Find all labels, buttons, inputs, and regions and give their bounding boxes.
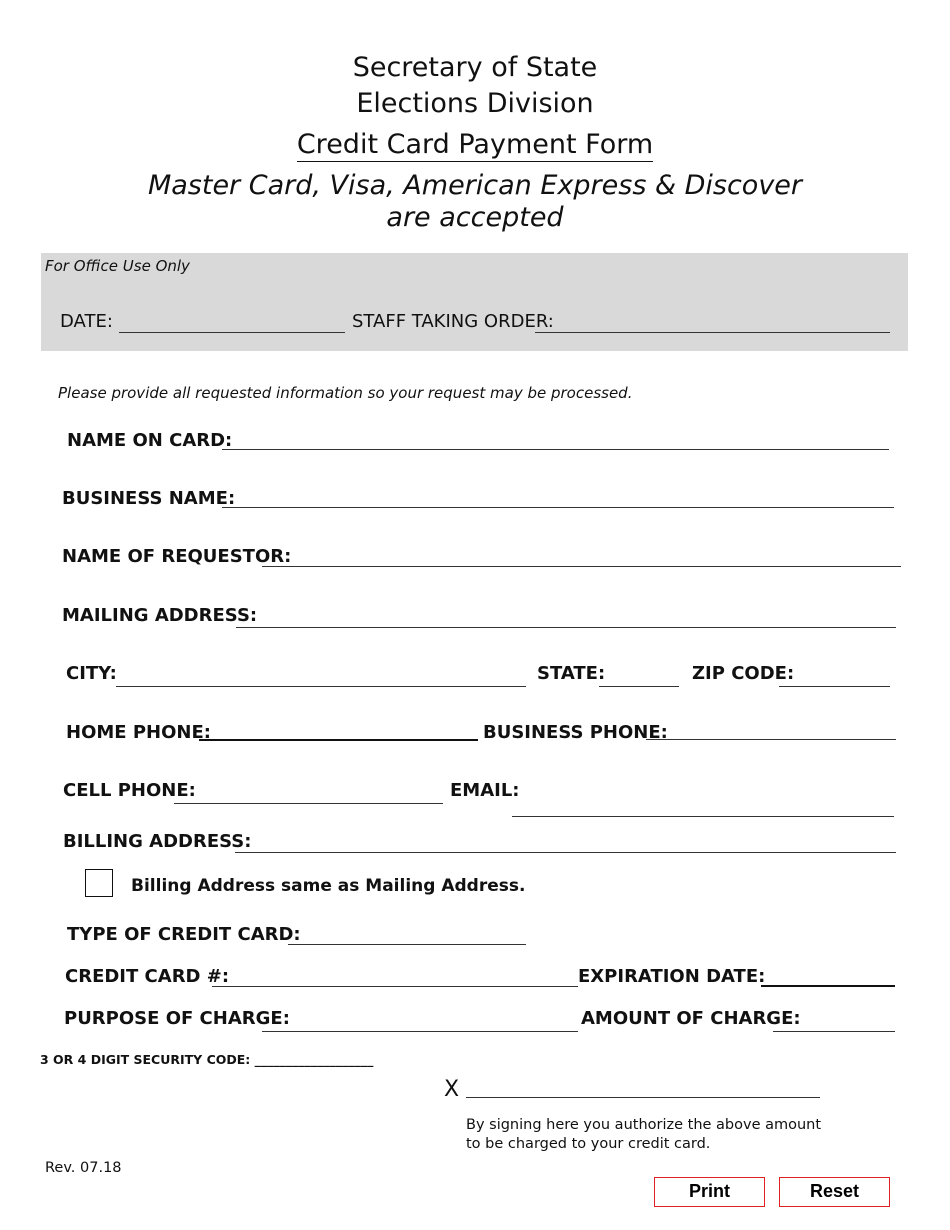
print-button[interactable]: Print <box>654 1177 765 1207</box>
name-on-card-label: NAME ON CARD: <box>67 430 233 451</box>
expiration-field[interactable] <box>761 985 895 987</box>
email-label: EMAIL: <box>450 780 520 801</box>
signature-mark: X <box>444 1077 460 1102</box>
purpose-label: PURPOSE OF CHARGE: <box>64 1008 290 1029</box>
card-number-label: CREDIT CARD #: <box>65 966 230 987</box>
expiration-label: EXPIRATION DATE: <box>578 966 766 987</box>
business-phone-label: BUSINESS PHONE: <box>483 722 668 743</box>
home-phone-label: HOME PHONE: <box>66 722 211 743</box>
zip-label: ZIP CODE: <box>692 663 795 684</box>
mailing-address-label: MAILING ADDRESS: <box>62 605 258 626</box>
purpose-field[interactable] <box>262 1031 578 1032</box>
business-phone-field[interactable] <box>646 739 896 740</box>
billing-same-checkbox[interactable] <box>85 869 113 897</box>
cell-phone-label: CELL PHONE: <box>63 780 196 801</box>
amount-label: AMOUNT OF CHARGE: <box>581 1008 801 1029</box>
office-use-note: For Office Use Only <box>45 257 190 275</box>
office-use-panel <box>41 253 908 351</box>
state-label: STATE: <box>537 663 606 684</box>
business-name-field[interactable] <box>222 507 894 508</box>
reset-button[interactable]: Reset <box>779 1177 890 1207</box>
billing-same-label: Billing Address same as Mailing Address. <box>131 876 526 896</box>
requestor-label: NAME OF REQUESTOR: <box>62 546 292 567</box>
revision-label: Rev. 07.18 <box>45 1160 122 1176</box>
billing-address-label: BILLING ADDRESS: <box>63 831 252 852</box>
amount-field[interactable] <box>773 1031 895 1032</box>
header-subtitle: Elections Division <box>356 88 594 119</box>
requestor-field[interactable] <box>262 566 901 567</box>
signature-field[interactable] <box>466 1097 820 1098</box>
email-field[interactable] <box>512 816 894 817</box>
state-field[interactable] <box>599 686 679 687</box>
office-staff-label: STAFF TAKING ORDER: <box>352 311 554 332</box>
form-title <box>0 129 950 160</box>
security-code-label: 3 OR 4 DIGIT SECURITY CODE: ___________________ <box>40 1052 374 1067</box>
cell-phone-field[interactable] <box>174 803 443 804</box>
card-number-field[interactable] <box>212 986 578 987</box>
office-date-field[interactable] <box>119 332 345 333</box>
mailing-address-field[interactable] <box>236 627 896 628</box>
instructions-text: Please provide all requested information so your request may be processed. <box>58 384 633 402</box>
billing-address-field[interactable] <box>235 852 896 853</box>
office-date-label: DATE: <box>60 311 113 332</box>
home-phone-field[interactable] <box>199 739 478 741</box>
signature-note: By signing here you authorize the above amount to be charged to your credit card. <box>466 1117 822 1152</box>
accepted-cards-note: Master Card, Visa, American Express & Discover are accepted <box>147 170 803 233</box>
header-title: Secretary of State <box>352 52 598 83</box>
zip-field[interactable] <box>779 686 890 687</box>
office-staff-field[interactable] <box>535 332 890 333</box>
business-name-label: BUSINESS NAME: <box>62 488 236 509</box>
name-on-card-field[interactable] <box>222 449 889 450</box>
card-type-label: TYPE OF CREDIT CARD: <box>67 924 301 945</box>
security-code-field[interactable] <box>234 1052 356 1070</box>
city-label: CITY: <box>66 663 117 684</box>
form-title-text: Credit Card Payment Form <box>296 129 654 160</box>
city-field[interactable] <box>116 686 526 687</box>
card-type-field[interactable] <box>288 944 526 945</box>
